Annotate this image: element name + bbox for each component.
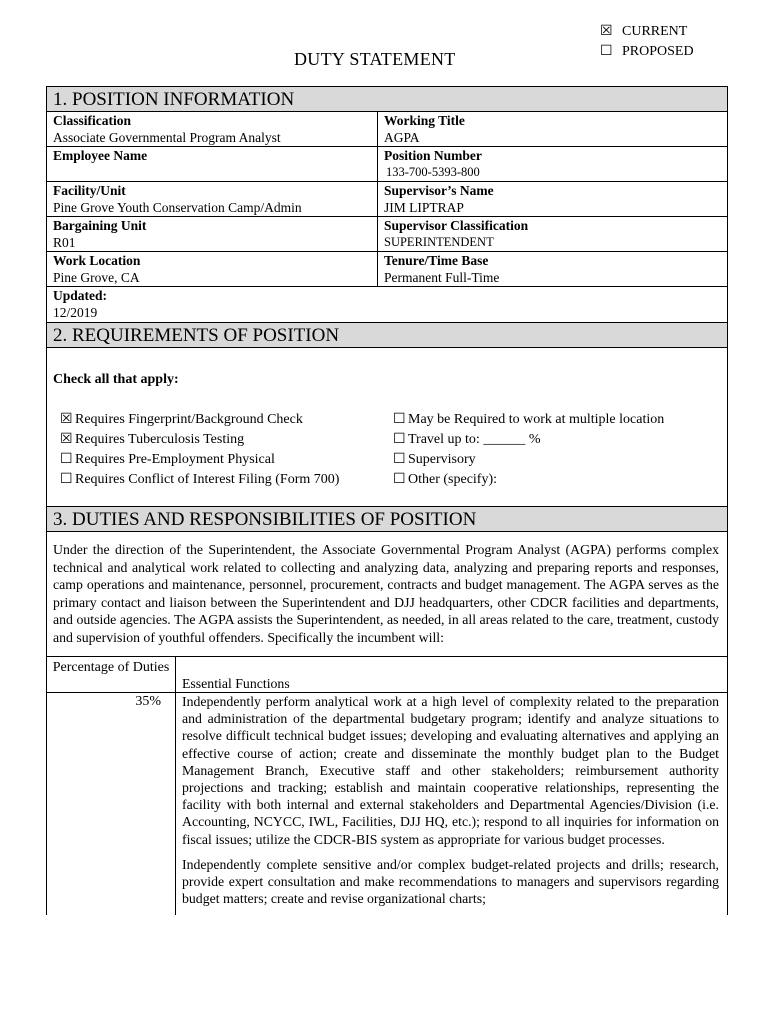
- requirement-label: Other (specify):: [408, 472, 498, 487]
- status-options: [600, 22, 694, 62]
- requirement-label: Requires Pre-Employment Physical: [75, 452, 275, 467]
- info-row-updated: [47, 287, 727, 322]
- requirements-area: [47, 348, 727, 507]
- info-row-location: [47, 252, 727, 287]
- work-location-value[interactable]: Pine Grove, CA: [53, 270, 140, 285]
- requirement-label: Supervisory: [408, 452, 476, 467]
- check-all-title: Check all that apply:: [53, 372, 179, 387]
- position-number-label: Position Number: [384, 148, 482, 163]
- updated-cell: [47, 287, 107, 322]
- working-title-cell: [378, 112, 727, 146]
- supervisor-classification-label: Supervisor Classification: [384, 218, 529, 233]
- supervisor-classification-cell: [378, 217, 727, 251]
- supervisor-classification-value[interactable]: SUPERINTENDENT: [384, 235, 494, 249]
- requirement-label: Requires Fingerprint/Background Check: [75, 412, 303, 427]
- work-location-cell: [47, 252, 378, 286]
- updated-label: Updated:: [53, 288, 108, 303]
- facility-value[interactable]: Pine Grove Youth Conservation Camp/Admin: [53, 200, 302, 215]
- classification-label: Classification: [53, 113, 132, 128]
- supervisor-name-label: Supervisor’s Name: [384, 183, 494, 198]
- percentage-header: Percentage of Duties: [47, 657, 175, 693]
- duty-paragraph: Independently complete sensitive and/or complex budget-related projects and drills; research, provide expert consultation and make recommendations to managers and supervisors regarding budget matters; create and revise organizational charts;: [182, 856, 719, 907]
- current-checkbox[interactable]: ☒: [600, 24, 613, 39]
- bargaining-label: Bargaining Unit: [53, 218, 147, 233]
- requirement-label: Travel up to: ______ %: [408, 432, 541, 447]
- work-location-label: Work Location: [53, 253, 141, 268]
- updated-value[interactable]: 12/2019: [53, 305, 98, 320]
- classification-value[interactable]: Associate Governmental Program Analyst: [53, 130, 281, 145]
- position-number-cell: [378, 147, 727, 181]
- requirement-item[interactable]: [393, 470, 664, 490]
- duty-percentage: 35%: [135, 694, 161, 709]
- proposed-checkbox[interactable]: ☐: [600, 44, 613, 59]
- percentage-column: [47, 657, 176, 915]
- functions-header: Essential Functions: [176, 657, 727, 693]
- classification-cell: [47, 112, 378, 146]
- position-number-value[interactable]: 133-700-5393-800: [386, 165, 480, 179]
- requirement-checkbox[interactable]: ☐: [393, 432, 406, 447]
- duty-description: [176, 693, 727, 907]
- requirement-checkbox[interactable]: ☐: [393, 412, 406, 427]
- working-title-value[interactable]: AGPA: [384, 130, 420, 145]
- requirement-item[interactable]: [60, 430, 339, 450]
- info-row-facility: [47, 182, 727, 217]
- requirement-checkbox[interactable]: ☒: [60, 432, 73, 447]
- requirement-label: Requires Tuberculosis Testing: [75, 432, 245, 447]
- requirement-item[interactable]: [60, 470, 339, 490]
- functions-column: [176, 657, 727, 915]
- bargaining-cell: [47, 217, 378, 251]
- requirement-label: May be Required to work at multiple location: [408, 412, 665, 427]
- tenure-cell: [378, 252, 727, 286]
- requirement-checkbox[interactable]: ☐: [60, 472, 73, 487]
- info-row-bargaining: [47, 217, 727, 252]
- proposed-label: PROPOSED: [622, 44, 694, 59]
- requirement-checkbox[interactable]: ☐: [393, 472, 406, 487]
- requirement-checkbox[interactable]: ☐: [393, 452, 406, 467]
- facility-cell: [47, 182, 378, 216]
- section-3-heading: 3. DUTIES AND RESPONSIBILITIES OF POSITION: [47, 507, 727, 532]
- document-title: DUTY STATEMENT: [294, 49, 456, 69]
- employee-name-label: Employee Name: [53, 148, 148, 163]
- requirement-item[interactable]: [393, 410, 664, 430]
- tenure-value[interactable]: Permanent Full-Time: [384, 270, 500, 285]
- duties-table: [47, 657, 727, 915]
- supervisor-name-cell: [378, 182, 727, 216]
- employee-name-cell: [47, 147, 378, 181]
- bargaining-value[interactable]: R01: [53, 235, 76, 250]
- requirement-checkbox[interactable]: ☐: [60, 452, 73, 467]
- status-current[interactable]: [600, 22, 694, 42]
- info-row-employee: [47, 147, 727, 182]
- section-1-heading: 1. POSITION INFORMATION: [47, 87, 727, 112]
- info-row-classification: [47, 112, 727, 147]
- requirements-right-column: [393, 410, 664, 490]
- current-label: CURRENT: [622, 24, 688, 39]
- duty-paragraph: Independently perform analytical work at a high level of complexity related to the preparation and administration of the departmental budgetary program; identify and analyze situations to resolve difficult technical budget issues; developing and evaluating alternatives and applying an effective course of action; create and disseminate the monthly budget plan to the Budget Management Branch, Executive staff and other stakeholders; reimbursement authority projections and tracking; establish and maintain cooperative relationships, representing the facility with both internal and external stakeholders and Departmental Agencies/Division (i.e. Accounting, NCYCC, IWL, Facilities, DJJ HQ, etc.); respond to all inquiries for information on fiscal issues; utilize the CDCR-BIS system as appropriate for various budget processes.: [182, 694, 719, 847]
- requirement-checkbox[interactable]: ☒: [60, 412, 73, 427]
- requirement-item[interactable]: [393, 450, 664, 470]
- working-title-label: Working Title: [384, 113, 465, 128]
- requirement-item[interactable]: [60, 410, 339, 430]
- requirements-left-column: [60, 410, 339, 490]
- facility-label: Facility/Unit: [53, 183, 126, 198]
- status-proposed[interactable]: [600, 42, 694, 62]
- tenure-label: Tenure/Time Base: [384, 253, 489, 268]
- duties-intro-paragraph: Under the direction of the Superintendent, the Associate Governmental Program Analyst (AGPA) performs complex technical and analytical work related to collecting and analyzing data, analyzing and preparing reports and responses, camp operations and maintenance, personnel, procurement, contracts and budget management. The AGPA serves as the primary contact and liaison between the Superintendent and DJJ headquarters, other CDCR facilities and departments, and outside agencies. The AGPA assists the Superintendent, as needed, in all areas related to the care, treatment, custody and supervision of youthful offenders. Specifically the incumbent will:: [47, 532, 727, 657]
- requirement-label: Requires Conflict of Interest Filing (Form 700): [75, 472, 340, 487]
- requirement-item[interactable]: [60, 450, 339, 470]
- duty-statement-form: [46, 86, 728, 915]
- section-2-heading: 2. REQUIREMENTS OF POSITION: [47, 322, 727, 348]
- requirement-item[interactable]: [393, 430, 664, 450]
- supervisor-name-value[interactable]: JIM LIPTRAP: [384, 200, 464, 215]
